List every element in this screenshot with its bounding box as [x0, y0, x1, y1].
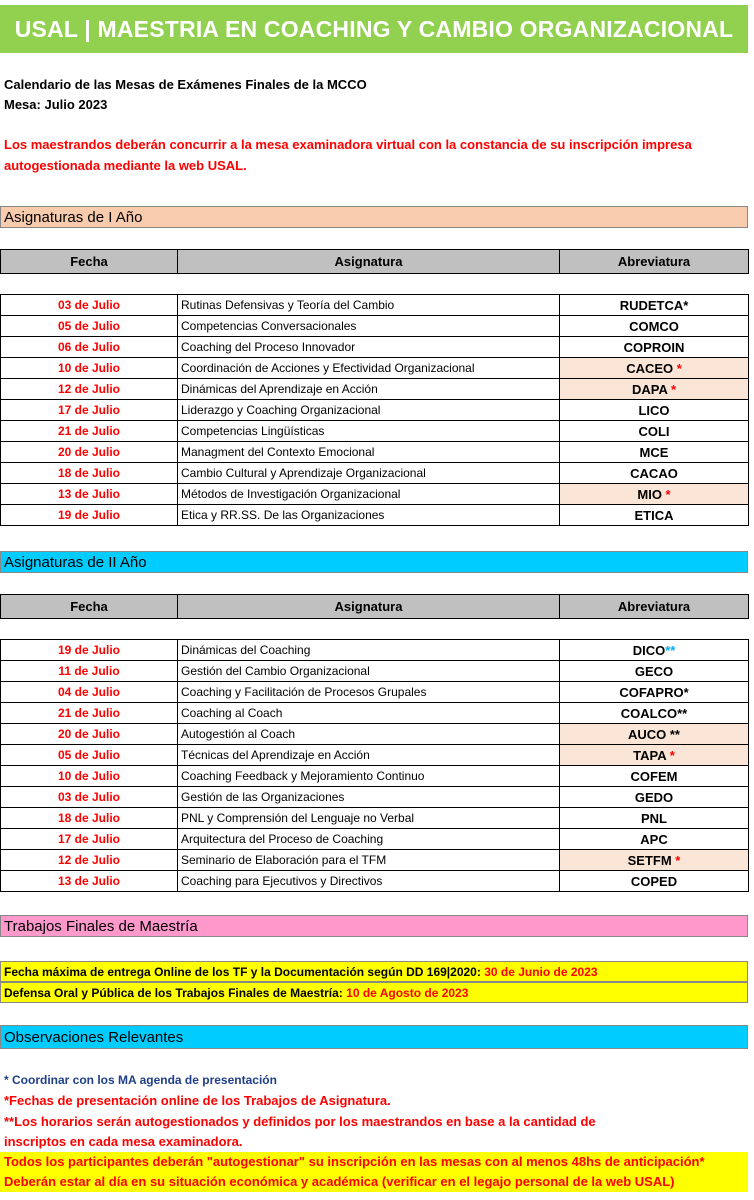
warning-line-1: Los maestrandos deberán concurrir a la mesa examinadora virtual con la constancia de su inscripción impresa	[4, 137, 692, 152]
table-row	[1, 379, 749, 400]
abbreviation-text: CACAO	[630, 465, 678, 481]
subject-abbreviation	[560, 484, 749, 505]
subject-abbreviation	[560, 661, 749, 682]
header-abreviatura: Abreviatura	[560, 250, 749, 274]
subject-name: Etica y RR.SS. De las Organizaciones	[178, 505, 560, 526]
exam-date: 05 de Julio	[1, 745, 178, 766]
abbreviation-text: COALCO	[620, 705, 678, 721]
subject-abbreviation	[560, 871, 749, 892]
exam-date: 18 de Julio	[1, 463, 178, 484]
subject-name: Coordinación de Acciones y Efectividad Organizacional	[178, 358, 560, 379]
subject-abbreviation	[560, 316, 749, 337]
header-fecha: Fecha	[1, 250, 178, 274]
tfm-defense-value: 10 de Agosto de 2023	[346, 986, 469, 1000]
table-row	[1, 295, 749, 316]
asterisk-mark: *	[670, 381, 677, 397]
abbreviation-text: AUCO	[627, 726, 670, 742]
exam-date: 03 de Julio	[1, 295, 178, 316]
spacer-row	[1, 274, 749, 295]
subject-name: Liderazgo y Coaching Organizacional	[178, 400, 560, 421]
table-row	[1, 703, 749, 724]
subject-abbreviation	[560, 640, 749, 661]
observation-note-3b: inscriptos en cada mesa examinadora.	[4, 1134, 243, 1149]
subject-abbreviation	[560, 850, 749, 871]
abbreviation-text: GEDO	[634, 789, 674, 805]
table-row	[1, 463, 749, 484]
asterisk-mark: **	[677, 705, 688, 721]
subject-abbreviation	[560, 295, 749, 316]
section-observations: Observaciones Relevantes	[0, 1025, 748, 1049]
spacer-row	[1, 619, 749, 640]
subject-abbreviation	[560, 787, 749, 808]
abbreviation-text: MIO	[637, 486, 666, 502]
exam-date: 17 de Julio	[1, 400, 178, 421]
abbreviation-text: MCE	[639, 444, 669, 460]
subject-name: Rutinas Defensivas y Teoría del Cambio	[178, 295, 560, 316]
header-asignatura: Asignatura	[178, 595, 560, 619]
abbreviation-text: COLI	[638, 423, 670, 439]
section-tfm: Trabajos Finales de Maestría	[0, 915, 748, 937]
abbreviation-text: COMCO	[629, 318, 679, 334]
exam-date: 21 de Julio	[1, 703, 178, 724]
exam-date: 21 de Julio	[1, 421, 178, 442]
table-row	[1, 682, 749, 703]
table-row	[1, 829, 749, 850]
asterisk-mark: **	[665, 642, 676, 658]
abbreviation-text: DAPA	[631, 381, 671, 397]
exam-period: Mesa: Julio 2023	[4, 97, 108, 112]
subject-name: Dinámicas del Coaching	[178, 640, 560, 661]
exam-date: 18 de Julio	[1, 808, 178, 829]
page-title: USAL | MAESTRIA EN COACHING Y CAMBIO ORGANIZACIONAL	[0, 5, 748, 53]
table-row	[1, 358, 749, 379]
table-row	[1, 316, 749, 337]
table-row	[1, 724, 749, 745]
table-row	[1, 871, 749, 892]
abbreviation-text: CACEO	[626, 360, 677, 376]
tfm-deadline	[0, 961, 748, 982]
subject-abbreviation	[560, 703, 749, 724]
subject-name: Dinámicas del Aprendizaje en Acción	[178, 379, 560, 400]
subject-name: Coaching Feedback y Mejoramiento Continuo	[178, 766, 560, 787]
abbreviation-text: TAPA	[633, 747, 670, 763]
subject-name: Coaching del Proceso Innovador	[178, 337, 560, 358]
tfm-defense	[0, 982, 748, 1003]
abbreviation-text: COPED	[630, 873, 678, 889]
exam-date: 03 de Julio	[1, 787, 178, 808]
tfm-deadline-value: 30 de Junio de 2023	[484, 965, 598, 979]
abbreviation-text: COFAPRO	[619, 684, 684, 700]
table-row	[1, 421, 749, 442]
abbreviation-text: SETFM	[627, 852, 676, 868]
subject-name: Competencias Lingüísticas	[178, 421, 560, 442]
subject-name: Gestión del Cambio Organizacional	[178, 661, 560, 682]
asterisk-mark: *	[665, 486, 671, 502]
header-abreviatura: Abreviatura	[560, 595, 749, 619]
abbreviation-text: ETICA	[634, 507, 674, 523]
table-row	[1, 505, 749, 526]
final-notice	[0, 1152, 748, 1192]
subject-abbreviation	[560, 808, 749, 829]
exam-date: 13 de Julio	[1, 871, 178, 892]
subject-name: Coaching para Ejecutivos y Directivos	[178, 871, 560, 892]
asterisk-mark: *	[683, 297, 689, 313]
table-row	[1, 745, 749, 766]
spacer-cell	[178, 274, 560, 295]
exam-date: 11 de Julio	[1, 661, 178, 682]
table-row	[1, 808, 749, 829]
subject-name: Competencias Conversacionales	[178, 316, 560, 337]
subject-abbreviation	[560, 421, 749, 442]
subject-name: Arquitectura del Proceso de Coaching	[178, 829, 560, 850]
subject-abbreviation	[560, 463, 749, 484]
abbreviation-text: RUDETCA	[619, 297, 684, 313]
warning-line-2: autogestionada mediante la web USAL.	[4, 158, 247, 173]
tfm-defense-label: Defensa Oral y Pública de los Trabajos Finales de Maestría:	[4, 986, 347, 1000]
section-year1: Asignaturas de I Año	[0, 206, 748, 228]
abbreviation-text: DICO	[632, 642, 666, 658]
exam-date: 20 de Julio	[1, 442, 178, 463]
exam-date: 13 de Julio	[1, 484, 178, 505]
abbreviation-text: GECO	[634, 663, 674, 679]
subject-name: Autogestión al Coach	[178, 724, 560, 745]
subject-abbreviation	[560, 766, 749, 787]
exam-date: 12 de Julio	[1, 379, 178, 400]
subject-abbreviation	[560, 358, 749, 379]
asterisk-mark: **	[669, 726, 680, 742]
exam-date: 04 de Julio	[1, 682, 178, 703]
final-notice-line-1: Todos los participantes deberán "autogestionar" su inscripción en las mesas con al menos 48hs de anticipación*	[4, 1154, 705, 1169]
header-asignatura: Asignatura	[178, 250, 560, 274]
asterisk-mark: *	[683, 684, 689, 700]
subject-name: Managment del Contexto Emocional	[178, 442, 560, 463]
exam-date: 10 de Julio	[1, 766, 178, 787]
subject-name: Coaching y Facilitación de Procesos Grupales	[178, 682, 560, 703]
subject-name: Cambio Cultural y Aprendizaje Organizacional	[178, 463, 560, 484]
subject-name: Coaching al Coach	[178, 703, 560, 724]
table-row	[1, 850, 749, 871]
abbreviation-text: COFEM	[630, 768, 678, 784]
table-row	[1, 442, 749, 463]
subject-abbreviation	[560, 400, 749, 421]
subject-abbreviation	[560, 724, 749, 745]
spacer-cell	[560, 274, 749, 295]
subject-name: Seminario de Elaboración para el TFM	[178, 850, 560, 871]
asterisk-mark: *	[676, 360, 682, 376]
exam-date: 19 de Julio	[1, 505, 178, 526]
exam-date: 06 de Julio	[1, 337, 178, 358]
table-row	[1, 661, 749, 682]
exam-date: 20 de Julio	[1, 724, 178, 745]
observation-note-2: *Fechas de presentación online de los Trabajos de Asignatura.	[4, 1093, 391, 1108]
abbreviation-text: LICO	[638, 402, 670, 418]
spacer-cell	[178, 619, 560, 640]
subject-name: PNL y Comprensión del Lenguaje no Verbal	[178, 808, 560, 829]
table-row	[1, 787, 749, 808]
table-row	[1, 337, 749, 358]
exam-date: 17 de Julio	[1, 829, 178, 850]
subject-abbreviation	[560, 379, 749, 400]
exam-date: 10 de Julio	[1, 358, 178, 379]
table-row	[1, 484, 749, 505]
table-row	[1, 400, 749, 421]
spacer-cell	[1, 274, 178, 295]
header-fecha: Fecha	[1, 595, 178, 619]
section-year2: Asignaturas de II Año	[0, 551, 748, 573]
subject-name: Métodos de Investigación Organizacional	[178, 484, 560, 505]
exam-date: 12 de Julio	[1, 850, 178, 871]
abbreviation-text: APC	[640, 831, 668, 847]
abbreviation-text: COPROIN	[623, 339, 685, 355]
asterisk-mark: *	[669, 747, 675, 763]
exam-date: 05 de Julio	[1, 316, 178, 337]
subject-abbreviation	[560, 745, 749, 766]
year2-table	[0, 594, 749, 892]
observation-note-3a: **Los horarios serán autogestionados y definidos por los maestrandos en base a la cantidad de	[4, 1114, 596, 1129]
subject-name: Gestión de las Organizaciones	[178, 787, 560, 808]
subject-abbreviation	[560, 505, 749, 526]
subject-abbreviation	[560, 682, 749, 703]
subject-abbreviation	[560, 442, 749, 463]
table-row	[1, 640, 749, 661]
table-row	[1, 766, 749, 787]
observation-note-1: * Coordinar con los MA agenda de presentación	[4, 1073, 277, 1087]
calendar-title: Calendario de las Mesas de Exámenes Finales de la MCCO	[4, 77, 367, 92]
tfm-deadline-label: Fecha máxima de entrega Online de los TF y la Documentación según DD 169|2020:	[4, 965, 485, 979]
abbreviation-text: PNL	[641, 810, 667, 826]
year1-table	[0, 249, 749, 526]
spacer-cell	[560, 619, 749, 640]
subject-abbreviation	[560, 829, 749, 850]
exam-date: 19 de Julio	[1, 640, 178, 661]
asterisk-mark: *	[675, 852, 681, 868]
spacer-cell	[1, 619, 178, 640]
subject-name: Técnicas del Aprendizaje en Acción	[178, 745, 560, 766]
final-notice-line-2: Deberán estar al día en su situación económica y académica (verificar en el legajo personal de la web USAL)	[4, 1174, 675, 1189]
subject-abbreviation	[560, 337, 749, 358]
